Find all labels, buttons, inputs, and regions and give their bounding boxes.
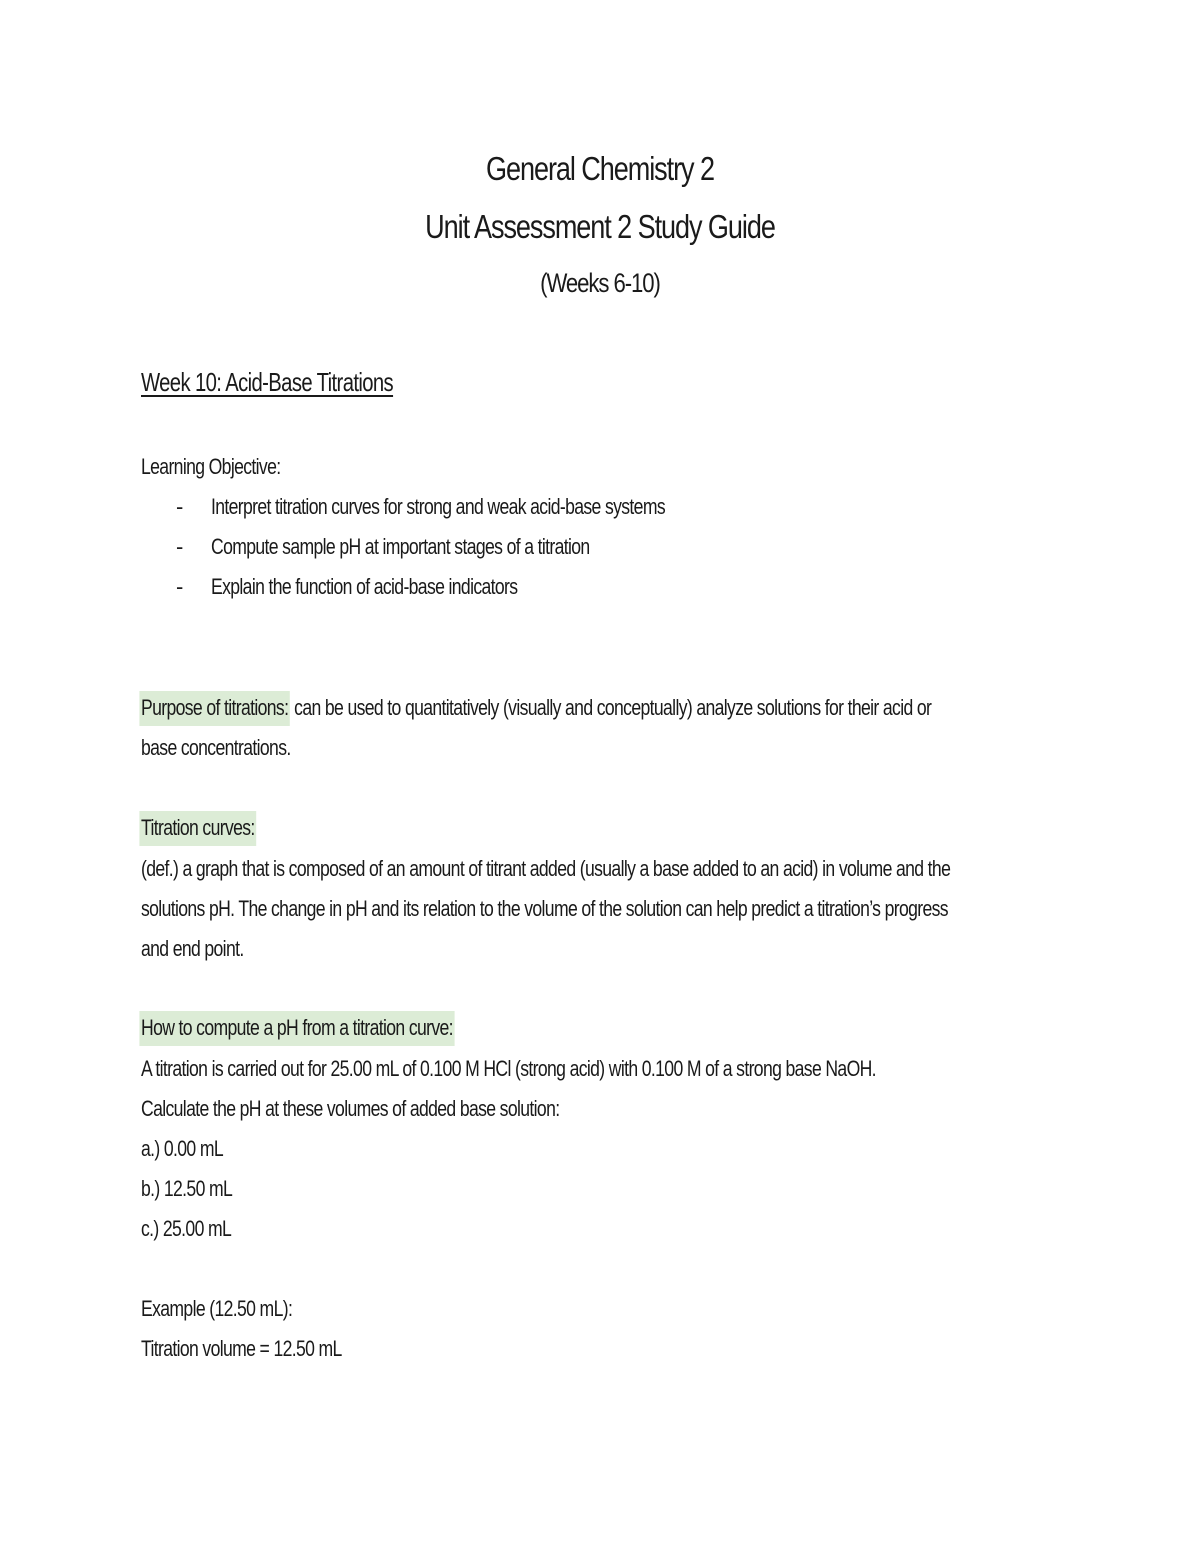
titration-curves-label: Titration curves: bbox=[139, 811, 256, 846]
volume-item: b.) 12.50 mL bbox=[141, 1176, 233, 1201]
compute-ph-label: How to compute a pH from a titration curve: bbox=[139, 1011, 454, 1046]
volume-item: c.) 25.00 mL bbox=[141, 1216, 232, 1241]
titration-curves-text: solutions pH. The change in pH and its relation to the volume of the solution can help predict a titration’s progress bbox=[141, 896, 948, 921]
compute-ph-text: A titration is carried out for 25.00 mL of 0.100 M HCl (strong acid) with 0.100 M of a strong base NaOH. bbox=[141, 1056, 876, 1081]
objective-item: Interpret titration curves for strong and weak acid-base systems bbox=[211, 494, 666, 519]
titration-curves-text: (def.) a graph that is composed of an amount of titrant added (usually a base added to an acid) in volume and the bbox=[141, 856, 951, 881]
objective-item: Compute sample pH at important stages of a titration bbox=[211, 534, 590, 559]
bullet-marker: - bbox=[176, 494, 184, 519]
doc-weeks: (Weeks 6-10) bbox=[540, 268, 660, 298]
purpose-label: Purpose of titrations: bbox=[139, 691, 290, 726]
compute-ph-heading bbox=[141, 1015, 455, 1041]
bullet-marker: - bbox=[176, 534, 184, 559]
purpose-text: can be used to quantitatively (visually and conceptually) analyze solutions for their acid or bbox=[289, 695, 932, 720]
example-line: Titration volume = 12.50 mL bbox=[141, 1336, 342, 1361]
learning-objective-label: Learning Objective: bbox=[141, 454, 281, 479]
example-label: Example (12.50 mL): bbox=[141, 1296, 293, 1321]
compute-ph-text: Calculate the pH at these volumes of added base solution: bbox=[141, 1096, 560, 1121]
volume-item: a.) 0.00 mL bbox=[141, 1136, 223, 1161]
purpose-paragraph bbox=[141, 695, 931, 721]
doc-title: General Chemistry 2 bbox=[486, 150, 714, 187]
bullet-marker: - bbox=[176, 574, 184, 599]
objective-item: Explain the function of acid-base indicators bbox=[211, 574, 518, 599]
doc-subtitle: Unit Assessment 2 Study Guide bbox=[425, 208, 775, 245]
titration-curves-text: and end point. bbox=[141, 936, 244, 961]
section-heading: Week 10: Acid-Base Titrations bbox=[141, 367, 394, 397]
purpose-text-continued: base concentrations. bbox=[141, 735, 291, 760]
titration-curves-heading bbox=[141, 815, 256, 841]
